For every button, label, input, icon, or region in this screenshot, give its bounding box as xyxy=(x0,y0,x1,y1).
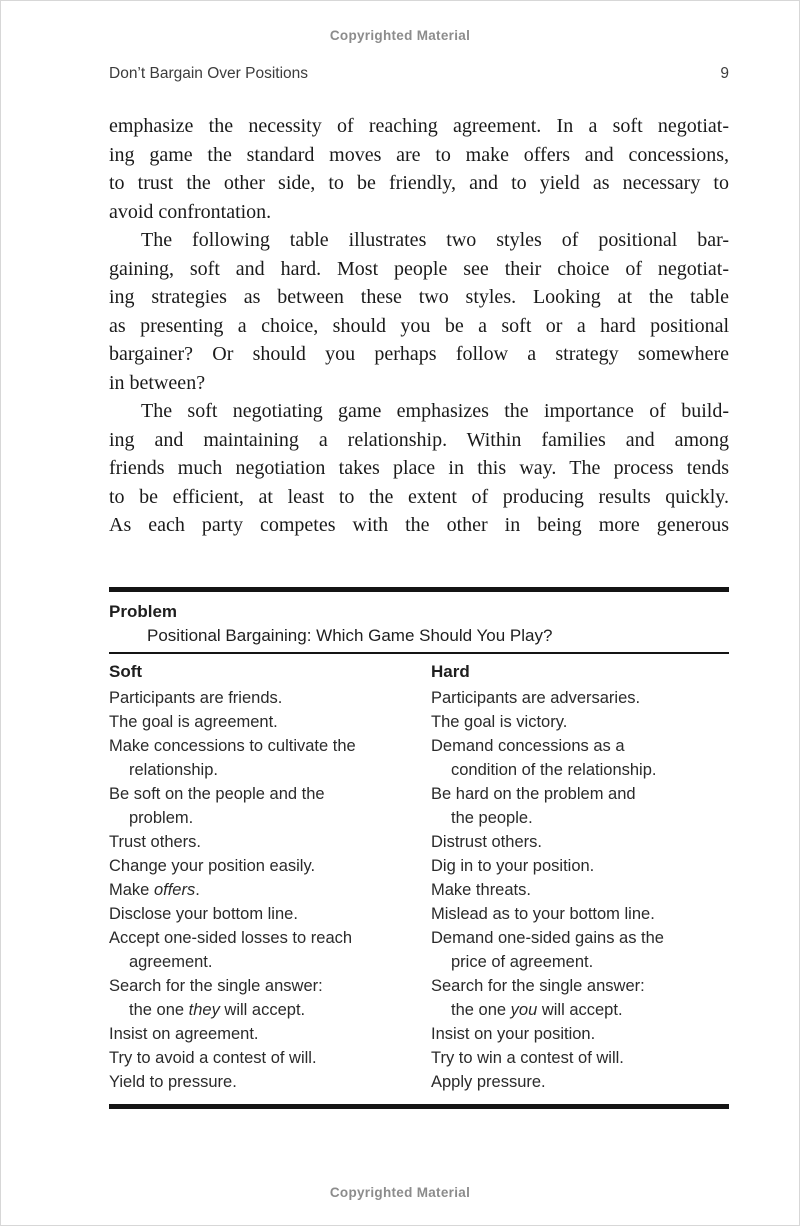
hard-cell: Dig in to your position. xyxy=(431,857,595,875)
hard-cell: Try to win a contest of will. xyxy=(431,1049,624,1067)
table-row xyxy=(109,1022,729,1046)
soft-cell: The goal is agreement. xyxy=(109,713,278,731)
body-line: emphasize the necessity of reaching agreement. In a soft negotiat- xyxy=(109,115,729,137)
copyright-notice-top: Copyrighted Material xyxy=(329,28,471,43)
body-line: ing game the standard moves are to make offers and concessions, xyxy=(109,143,729,166)
body-line: in between? xyxy=(109,371,206,394)
table-row xyxy=(109,878,729,902)
body-line: The soft negotiating game emphasizes the importance of build- xyxy=(141,400,729,422)
hard-cell: Be hard on the problem and the people. xyxy=(431,785,636,827)
body-line: to be efficient, at least to the extent of producing results quickly. xyxy=(109,485,729,508)
page-header xyxy=(109,65,729,83)
table-row xyxy=(109,974,729,1022)
table-row xyxy=(109,854,729,878)
table-row xyxy=(109,1046,729,1070)
hard-cell: Apply pressure. xyxy=(431,1073,546,1091)
soft-cell: Make concessions to cultivate the relationship. xyxy=(109,737,356,779)
soft-cell: Trust others. xyxy=(109,833,201,851)
body-line: friends much negotiation takes place in this way. The process tends xyxy=(109,457,729,479)
table-row xyxy=(109,734,729,782)
soft-cell: Be soft on the people and the problem. xyxy=(109,785,325,827)
body-line: to trust the other side, to be friendly, and to yield as necessary to xyxy=(109,172,729,194)
page-number: 9 xyxy=(720,65,729,82)
table-row xyxy=(109,926,729,974)
hard-cell: Demand one-sided gains as the price of agreement. xyxy=(431,929,664,971)
hard-cell: Insist on your position. xyxy=(431,1025,596,1043)
table-row xyxy=(109,782,729,830)
running-head: Don’t Bargain Over Positions xyxy=(109,65,309,82)
comparison-rows xyxy=(109,686,729,1094)
body-line: gaining, soft and hard. Most people see their choice of negotiat- xyxy=(109,257,729,280)
table-label: Problem xyxy=(109,602,178,621)
body-line: The following table illustrates two styles of positional bar- xyxy=(141,229,729,251)
body-line: as presenting a choice, should you be a soft or a hard positional xyxy=(109,314,729,337)
body-line: ing strategies as between these two styles. Looking at the table xyxy=(109,286,729,308)
column-header-soft: Soft xyxy=(109,662,143,681)
body-line: As each party competes with the other in being more generous xyxy=(109,514,729,536)
hard-cell: The goal is victory. xyxy=(431,713,568,731)
hard-cell: Make threats. xyxy=(431,881,531,899)
table-row xyxy=(109,902,729,926)
column-header-hard: Hard xyxy=(431,662,470,681)
soft-cell: Disclose your bottom line. xyxy=(109,905,298,923)
copyright-notice-bottom: Copyrighted Material xyxy=(329,1185,471,1200)
body-text xyxy=(109,112,729,540)
table-row xyxy=(109,1070,729,1094)
hard-cell: Distrust others. xyxy=(431,833,542,851)
comparison-table xyxy=(109,587,729,1109)
hard-cell: Participants are adversaries. xyxy=(431,689,641,707)
table-subtitle: Positional Bargaining: Which Game Should You Play? xyxy=(109,625,729,654)
hard-cell: Demand concessions as a condition of the relationship. xyxy=(431,737,657,779)
body-line: avoid confrontation. xyxy=(109,200,272,223)
table-column-headers xyxy=(109,661,729,683)
table-row xyxy=(109,830,729,854)
table-row xyxy=(109,686,729,710)
soft-cell: Search for the single answer: the one they will accept. xyxy=(109,977,323,1019)
soft-cell: Change your position easily. xyxy=(109,857,316,875)
body-line: bargainer? Or should you perhaps follow a strategy somewhere xyxy=(109,343,729,365)
soft-cell: Insist on agreement. xyxy=(109,1025,259,1043)
body-line: ing and maintaining a relationship. Within families and among xyxy=(109,428,729,451)
soft-cell: Make offers. xyxy=(109,881,200,899)
soft-cell: Yield to pressure. xyxy=(109,1073,237,1091)
hard-cell: Search for the single answer: the one you will accept. xyxy=(431,977,645,1019)
soft-cell: Participants are friends. xyxy=(109,689,283,707)
soft-cell: Accept one-sided losses to reach agreement. xyxy=(109,929,353,971)
hard-cell: Mislead as to your bottom line. xyxy=(431,905,655,923)
table-row xyxy=(109,710,729,734)
soft-cell: Try to avoid a contest of will. xyxy=(109,1049,317,1067)
